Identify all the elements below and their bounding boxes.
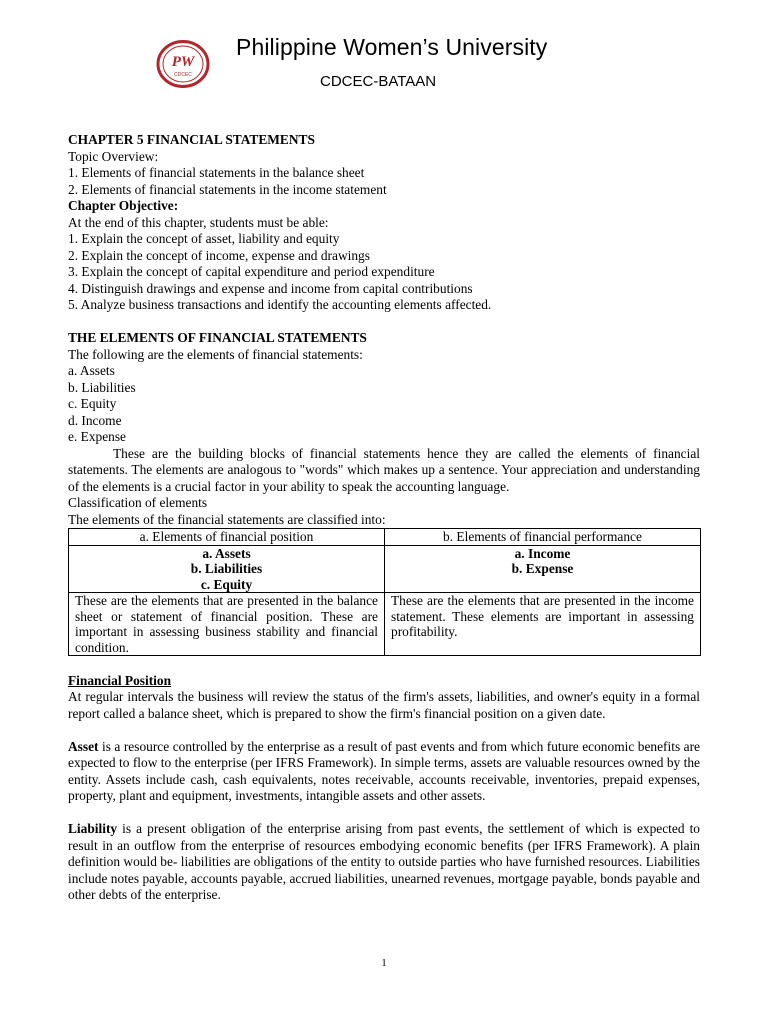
- objective-label: Chapter Objective:: [68, 198, 179, 213]
- element-item: c. Equity: [68, 396, 117, 411]
- element-item: e. Expense: [68, 429, 127, 444]
- topic-item: 1. Elements of financial statements in the balance sheet: [68, 165, 365, 180]
- objective-item: 3. Explain the concept of capital expenditure and period expenditure: [68, 264, 435, 279]
- element-item: d. Income: [68, 412, 122, 428]
- university-logo: [156, 40, 210, 88]
- table-row: [69, 593, 701, 656]
- position-description: These are the elements that are presented in the balance sheet or statement of financial position. These are important in assessing business stability and financial condition.: [69, 593, 385, 656]
- chapter-title: CHAPTER 5 FINANCIAL STATEMENTS: [68, 132, 315, 147]
- classification-label: Classification of elements: [68, 495, 208, 510]
- liability-term: Liability: [68, 821, 118, 836]
- table-item: c. Equity: [200, 576, 253, 592]
- university-name: Philippine Women’s University: [236, 34, 548, 60]
- liability-definition: is a present obligation of the enterprise arising from past events, the settlement of which is expected to result in an outflow from the enterprise of resources embodying economic benefits (per IFRS Framework). A plain definition would be- liabilities are obligations of the entity to outside parties who have furnished resources. Liabilities include notes payable, accounts payable, accrued liabilities, unearned revenues, mortgage payable, bonds payable and other debts of the enterprise.: [68, 821, 700, 902]
- position-elements-cell: [69, 545, 385, 593]
- performance-elements-cell: [385, 545, 701, 593]
- objective-item: 4. Distinguish drawings and expense and income from capital contributions: [68, 280, 473, 296]
- financial-position-paragraph: At regular intervals the business will review the status of the firm's assets, liabilities, and owner's equity in a formal report called a balance sheet, which is prepared to show the firm's financial position on a given date.: [68, 689, 700, 721]
- topic-item: 2. Elements of financial statements in the income statement: [68, 181, 387, 197]
- page-number: 1: [381, 957, 387, 969]
- svg-text:PW: PW: [171, 54, 195, 70]
- objective-item: 1. Explain the concept of asset, liability and equity: [68, 231, 340, 246]
- document-body: [68, 132, 700, 904]
- element-item: b. Liabilities: [68, 379, 136, 395]
- page-header: [0, 0, 768, 110]
- element-item: a. Assets: [68, 363, 115, 378]
- financial-position-heading: Financial Position: [68, 672, 172, 688]
- campus-name: CDCEC-BATAAN: [320, 73, 437, 90]
- elements-intro: The following are the elements of financial statements:: [68, 346, 363, 362]
- asset-definition: is a resource controlled by the enterprise as a result of past events and from which future economic benefits are expected to flow to the enterprise (per IFRS Framework). In simple terms, assets are valuable resources owned by the entity. Assets include cash, cash equivalents, notes receivable, accounts receivable, inventories, prepaid expenses, property, plant and equipment, investments, intangible assets and other assets.: [68, 738, 700, 803]
- table-item: a. Assets: [202, 545, 251, 561]
- table-row: [69, 529, 701, 546]
- classification-table: [68, 528, 701, 656]
- table-header-performance: b. Elements of financial performance: [385, 529, 701, 546]
- svg-text:CDCEC: CDCEC: [174, 72, 192, 78]
- topic-overview-label: Topic Overview:: [68, 148, 159, 164]
- performance-description: These are the elements that are presented in the income statement. These elements are important in assessing profitability.: [385, 593, 701, 656]
- liability-paragraph: [68, 821, 700, 904]
- classification-intro: The elements of the financial statements are classified into:: [68, 511, 386, 527]
- asset-term: Asset: [68, 738, 99, 754]
- objective-item: 2. Explain the concept of income, expense and drawings: [68, 247, 370, 263]
- table-item: b. Liabilities: [190, 561, 263, 576]
- table-item: a. Income: [514, 545, 571, 561]
- table-header-position: a. Elements of financial position: [69, 529, 385, 546]
- objective-item: 5. Analyze business transactions and identify the accounting elements affected.: [68, 297, 492, 312]
- building-blocks-paragraph: These are the building blocks of financial statements hence they are called the elements of financial statements. The elements are analogous to "words" which makes up a sentence. Your appreciation and understanding of the elements is a crucial factor in your ability to speak the accounting language.: [68, 445, 700, 494]
- table-row: [69, 545, 701, 593]
- table-item: b. Expense: [511, 561, 574, 576]
- objective-intro: At the end of this chapter, students must be able:: [68, 214, 329, 230]
- asset-paragraph: [68, 739, 700, 805]
- elements-heading: THE ELEMENTS OF FINANCIAL STATEMENTS: [68, 330, 367, 345]
